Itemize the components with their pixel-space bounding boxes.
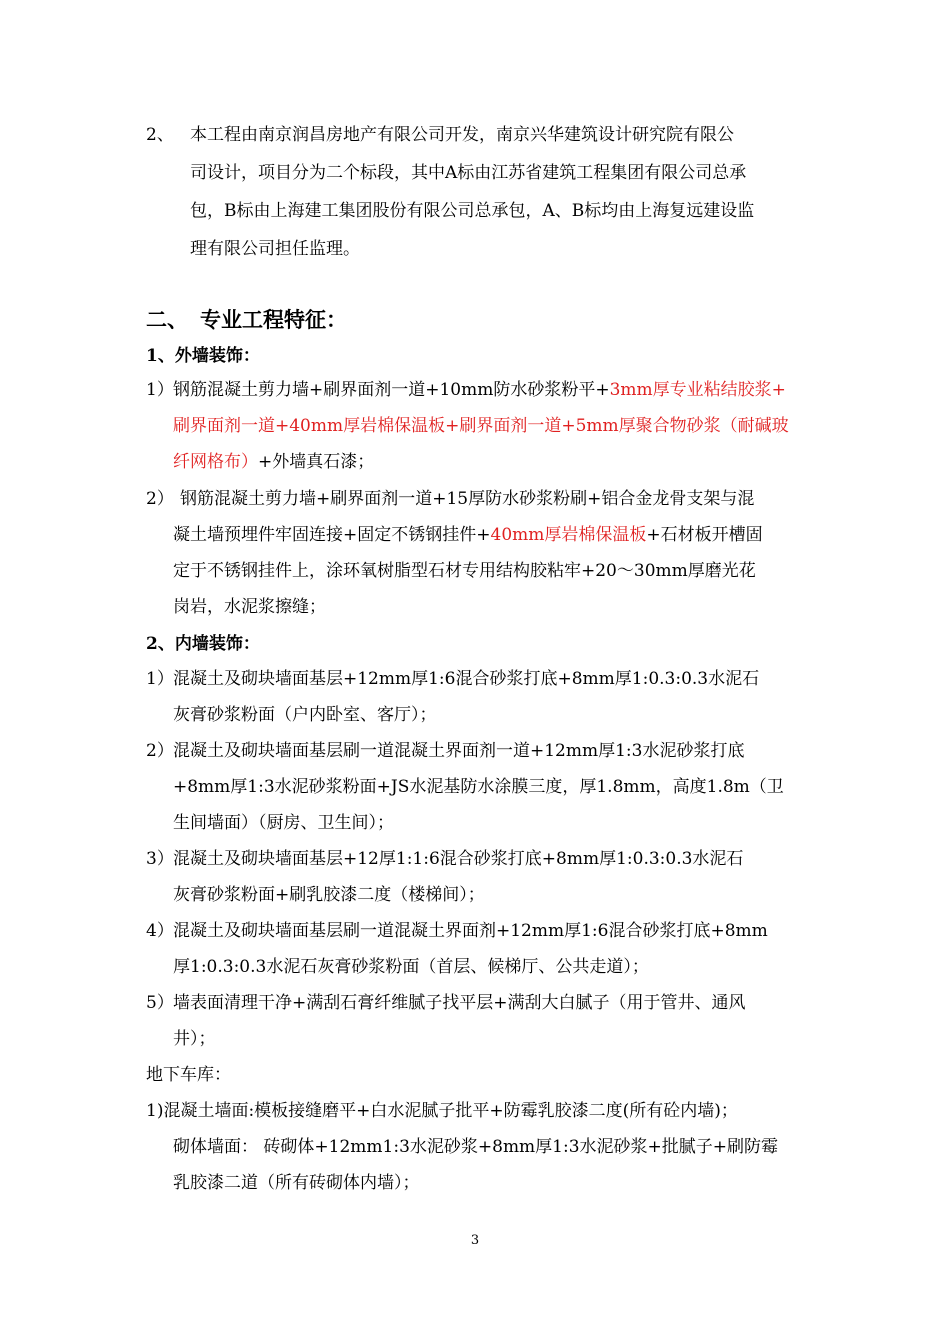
item-number: 2） (146, 741, 174, 761)
text-run: +外墙真石漆； (258, 452, 375, 472)
paragraph-line: 包，B标由上海建工集团股份有限公司总承包，A、B标均由上海复远建设监 (190, 201, 755, 221)
paragraph-line: 理有限公司担任监理。 (190, 239, 360, 259)
paragraph-line: 混凝土及砌块墙面基层刷一道混凝土界面剂+12mm厚1:6混合砂浆打底+8mm (173, 921, 768, 941)
item-number: 4） (146, 921, 174, 941)
highlight-line: 刷界面剂一道+40mm厚岩棉保温板+刷界面剂一道+5mm厚聚合物砂浆（耐碱玻 (173, 416, 789, 436)
section-number: 二、 (146, 307, 188, 332)
highlight-text: 3mm厚专业粘结胶浆+ (609, 380, 786, 400)
subsection-heading: 地下车库： (146, 1065, 231, 1085)
paragraph-line: 墙表面清理干净+满刮石膏纤维腻子找平层+满刮大白腻子（用于管井、通风 (173, 993, 746, 1013)
item-number: 1） (146, 669, 174, 689)
paragraph-line: 混凝土及砌块墙面基层刷一道混凝土界面剂一道+12mm厚1:3水泥砂浆打底 (173, 741, 745, 761)
text-run: 钢筋混凝土剪力墙+刷界面剂一道+10mm防水砂浆粉平+ (173, 380, 610, 400)
paragraph-line: 定于不锈钢挂件上，涂环氧树脂型石材专用结构胶粘牢+20～30mm厚磨光花 (173, 561, 756, 581)
item-number: 2、 (146, 125, 174, 145)
item-number: 5） (146, 993, 174, 1013)
paragraph-line (173, 444, 374, 480)
paragraph-line: 灰膏砂浆粉面（户内卧室、客厅）； (173, 705, 437, 725)
paragraph-line: 乳胶漆二道（所有砖砌体内墙）； (173, 1173, 420, 1193)
subsection-heading: 2、内墙装饰： (146, 634, 260, 654)
paragraph-line: 1)混凝土墙面:模板接缝磨平+白水泥腻子批平+防霉乳胶漆二度(所有砼内墙)； (146, 1101, 738, 1121)
paragraph-line: 混凝土及砌块墙面基层+12厚1:1:6混合砂浆打底+8mm厚1:0.3:0.3水泥石 (173, 849, 744, 869)
text-run: 凝土墙预埋件牢固连接+固定不锈钢挂件+ (173, 525, 491, 545)
paragraph-line: 岗岩，水泥浆擦缝； (173, 597, 326, 617)
text-run: +石材板开槽固 (646, 525, 763, 545)
paragraph-line: 混凝土及砌块墙面基层+12mm厚1:6混合砂浆打底+8mm厚1:0.3:0.3水泥石 (173, 669, 760, 689)
paragraph-line: 砌体墙面： 砖砌体+12mm1:3水泥砂浆+8mm厚1:3水泥砂浆+批腻子+刷防霉 (173, 1137, 779, 1157)
item-number: 2） (146, 489, 174, 509)
section-title: 专业工程特征： (200, 307, 347, 332)
paragraph-line: 生间墙面）（厨房、卫生间）； (173, 813, 394, 833)
highlight-text: 纤网格布） (173, 452, 258, 472)
paragraph-line (173, 372, 786, 408)
item-number: 1） (146, 380, 174, 400)
paragraph-line: 井）； (173, 1029, 216, 1049)
paragraph-line: 司设计，项目分为二个标段，其中A标由江苏省建筑工程集团有限公司总承 (190, 163, 747, 183)
paragraph-line: 厚1:0.3:0.3水泥石灰膏砂浆粉面（首层、候梯厅、公共走道）； (173, 957, 649, 977)
paragraph-line (173, 517, 763, 553)
paragraph-line: 灰膏砂浆粉面+刷乳胶漆二度（楼梯间）； (173, 885, 485, 905)
paragraph-line: 钢筋混凝土剪力墙+刷界面剂一道+15厚防水砂浆粉刷+铝合金龙骨支架与混 (180, 489, 755, 509)
item-number: 3） (146, 849, 174, 869)
paragraph-line: 本工程由南京润昌房地产有限公司开发，南京兴华建筑设计研究院有限公 (190, 125, 734, 145)
subsection-heading: 1、外墙装饰： (146, 346, 260, 366)
paragraph-line: +8mm厚1:3水泥砂浆粉面+JS水泥基防水涂膜三度，厚1.8mm，高度1.8m（卫 (173, 777, 784, 797)
highlight-text: 40mm厚岩棉保温板 (490, 525, 647, 545)
page-number: 3 (470, 1233, 480, 1248)
